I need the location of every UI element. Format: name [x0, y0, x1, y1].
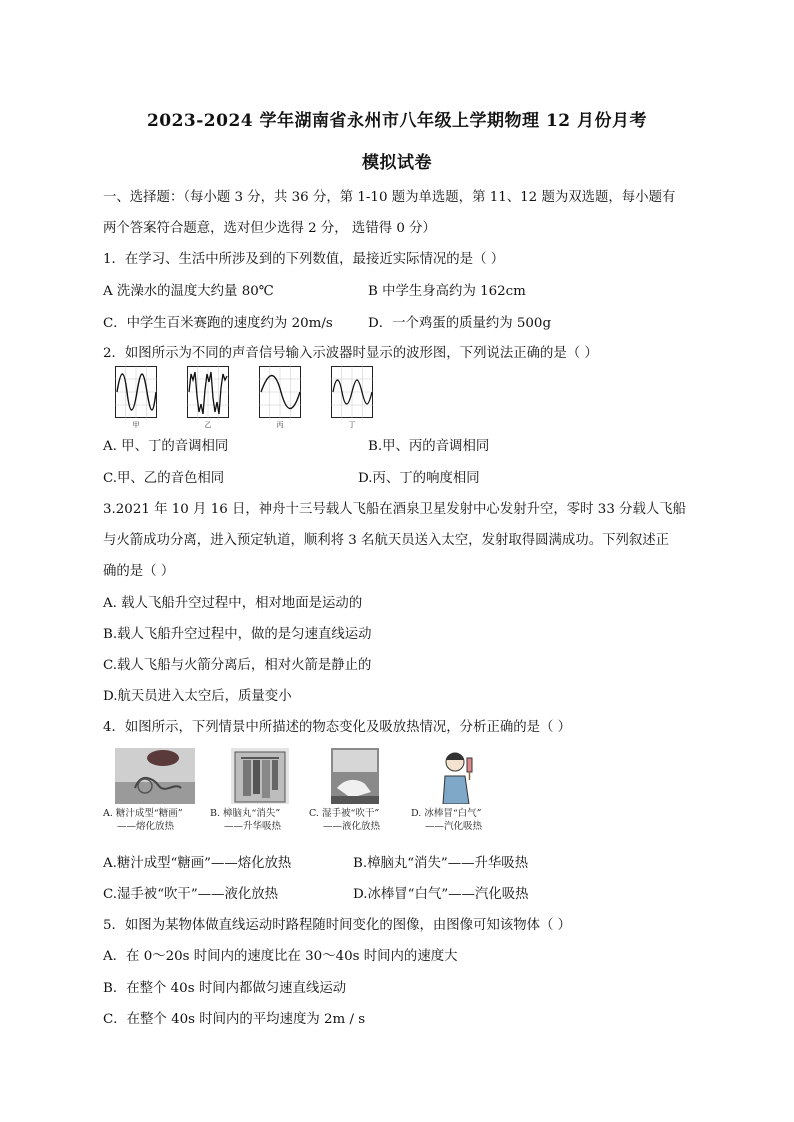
- q3-option-d: D.航天员进入太空后，质量变小: [103, 689, 292, 704]
- waveform-yi: [187, 366, 229, 418]
- q2-option-d: D.丙、丁的响度相同: [358, 471, 480, 486]
- caption-b-line1: B. 樟脑丸“消失”: [210, 808, 281, 819]
- waveform-label-ding: 丁: [348, 421, 356, 429]
- q3-stem-line2: 与火箭成功分离，进入预定轨道，顺利将 3 名航天员送入太空，发射取得圆满成功。下列叙述正: [103, 533, 670, 548]
- q2-option-c: C.甲、乙的音色相同: [103, 471, 225, 486]
- hand-dryer-photo: [331, 748, 379, 804]
- q1-option-b: B 中学生身高约为 162cm: [368, 284, 526, 299]
- q1-option-a: A 洗澡水的温度大约量 80℃: [103, 284, 274, 299]
- q4-option-a: A.糖汁成型“糖画”——熔化放热: [103, 856, 292, 871]
- caption-d-line2: ——汽化吸热: [425, 821, 483, 832]
- waveform-label-bing: 丙: [276, 421, 284, 429]
- caption-d: [411, 807, 482, 833]
- sugar-painting-photo: [115, 748, 195, 804]
- q1-option-d: D．一个鸡蛋的质量约为 500g: [368, 316, 552, 331]
- q1-option-c: C．中学生百米赛跑的速度约为 20m/s: [103, 316, 333, 331]
- q5-option-c: C．在整个 40s 时间内的平均速度为 2m / s: [103, 1012, 366, 1027]
- exam-subtitle: 模拟试卷: [362, 153, 432, 173]
- waveform-bing: [259, 366, 301, 418]
- caption-c: [309, 807, 380, 833]
- q2-option-b: B.甲、丙的音调相同: [368, 439, 490, 454]
- waveform-ding: [331, 366, 373, 418]
- q3-stem-line3: 确的是（ ）: [103, 564, 175, 579]
- q5-stem: 5．如图为某物体做直线运动时路程随时间变化的图像，由图像可知该物体（ ）: [103, 918, 572, 933]
- q4-option-c: C.湿手被“吹干”——液化放热: [103, 887, 279, 902]
- q5-option-a: A．在 0～20s 时间内的速度比在 30～40s 时间内的速度大: [103, 949, 458, 964]
- caption-b: [210, 807, 281, 833]
- q3-stem-line1: 3.2021 年 10 月 16 日，神舟十三号载人飞船在酒泉卫星发射中心发射升空，零时 33 分载人飞船: [103, 502, 687, 517]
- q4-option-b: B.樟脑丸“消失”——升华吸热: [353, 856, 529, 871]
- q1-stem: 1．在学习、生活中所涉及到的下列数值，最接近实际情况的是（ ）: [103, 252, 505, 267]
- oscilloscope-figures: [115, 366, 375, 428]
- caption-b-line2: ——升华吸热: [224, 821, 282, 832]
- waveform-label-yi: 乙: [204, 421, 212, 429]
- caption-a-line1: A. 糖汁成型“糖画”: [103, 808, 183, 819]
- q3-option-b: B.载人飞船升空过程中，做的是匀速直线运动: [103, 627, 372, 642]
- q3-option-a: A. 载人飞船升空过程中，相对地面是运动的: [103, 596, 363, 611]
- q3-option-c: C.载人飞船与火箭分离后，相对火箭是静止的: [103, 658, 372, 673]
- q2-option-a: A. 甲、丁的音调相同: [103, 439, 229, 454]
- caption-c-line1: C. 湿手被“吹干”: [309, 808, 380, 819]
- section-instructions-line1: 一、选择题：（每小题 3 分，共 36 分，第 1-10 题为单选题，第 11、12 题为双选题，每小题有: [103, 190, 676, 205]
- q2-stem: 2．如图所示为不同的声音信号输入示波器时显示的波形图，下列说法正确的是（ ）: [103, 346, 598, 361]
- waveform-label-jia: 甲: [132, 421, 140, 429]
- popsicle-boy-photo: [437, 748, 477, 804]
- caption-d-line1: D. 冰棒冒“白气”: [411, 808, 482, 819]
- caption-c-line2: ——液化放热: [323, 821, 381, 832]
- exam-title: 2023-2024 学年湖南省永州市八年级上学期物理 12 月份月考: [146, 111, 648, 131]
- camphor-wardrobe-photo: [231, 748, 289, 804]
- caption-a-line2: ——熔化放热: [117, 821, 175, 832]
- q5-option-b: B．在整个 40s 时间内都做匀速直线运动: [103, 981, 347, 996]
- q4-stem: 4．如图所示，下列情景中所描述的物态变化及吸放热情况，分析正确的是（ ）: [103, 720, 572, 735]
- waveform-jia: [115, 366, 157, 418]
- q4-option-d: D.冰棒冒“白气”——汽化吸热: [353, 887, 529, 902]
- section-instructions-line2: 两个答案符合题意，选对但少选得 2 分， 选错得 0 分）: [103, 221, 436, 236]
- phase-change-figures: [103, 748, 523, 843]
- caption-a: [103, 807, 183, 833]
